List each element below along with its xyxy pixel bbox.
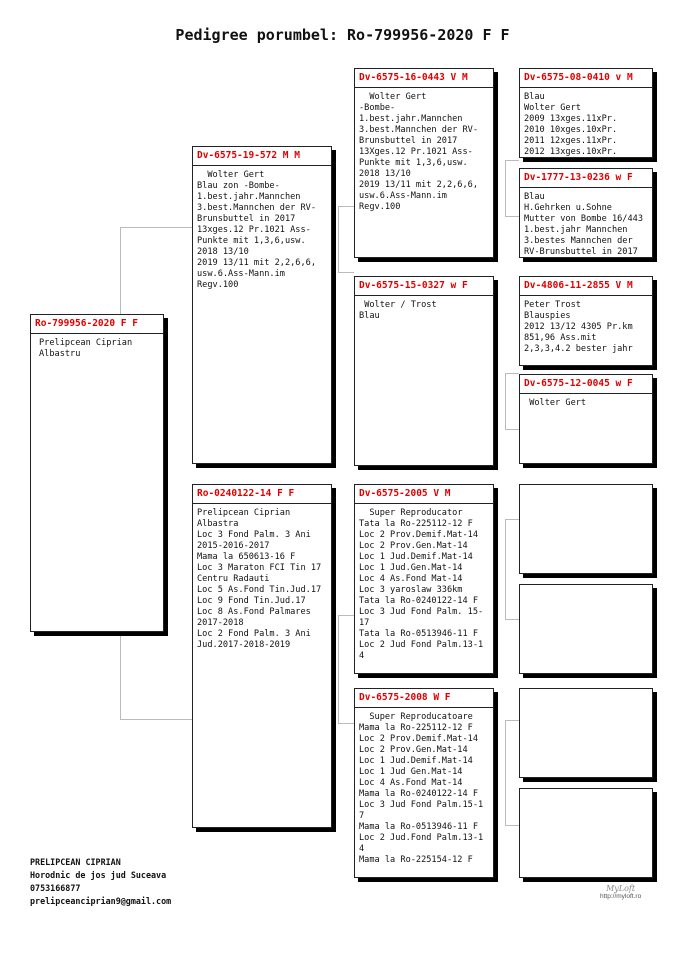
connector-line bbox=[338, 615, 339, 723]
sire-dam-ring: Dv-6575-15-0327 w F bbox=[355, 277, 493, 296]
owner-phone: 0753166877 bbox=[30, 883, 81, 893]
great-grandparent-details: Peter Trost Blauspies 2012 13/12 4305 Pr.km 851,96 Ass.mit 2,3,3,4.2 bester jahr bbox=[524, 300, 633, 354]
great-grandparent-card[interactable] bbox=[519, 374, 653, 464]
great-grandparent-ring: Dv-1777-13-0236 w F bbox=[520, 169, 652, 188]
sire-details: Wolter Gert Blau zon -Bombe- 1.best.jahr.Mannchen 3.best.Mannchen der RV- Brunsbuttel in 2017 13xges.12 Pr.1021 Ass- Punkte mit 1,3,6,usw. 2018 13/10 2019 13/11 mit 2,2,6,6, usw.6.Ass-Mann.im Regv.100 bbox=[197, 170, 316, 290]
empty-card[interactable] bbox=[519, 688, 653, 778]
connector-line bbox=[120, 227, 192, 228]
empty-card[interactable] bbox=[519, 584, 653, 674]
myloft-logo[interactable] bbox=[600, 884, 641, 900]
owner-email: prelipceanciprian9@gmail.com bbox=[30, 896, 172, 906]
connector-line bbox=[505, 373, 506, 429]
connector-line bbox=[338, 206, 339, 272]
logo-url: http://myloft.ro bbox=[600, 893, 642, 900]
sire-dam-details: Wolter / Trost Blau bbox=[359, 300, 437, 321]
great-grandparent-details: Wolter Gert bbox=[524, 398, 587, 408]
great-grandparent-details: Blau Wolter Gert 2009 13xges.11xPr. 2010 10xges.10xPr. 2011 12xges.11xPr. 2012 13xges.10xPr. bbox=[524, 92, 618, 157]
logo-signature: MyLoft bbox=[606, 884, 636, 893]
owner-name: PRELIPCEAN CIPRIAN bbox=[30, 857, 121, 867]
owner-contact bbox=[30, 856, 171, 908]
dam-dam-ring: Dv-6575-2008 W F bbox=[355, 689, 493, 708]
dam-sire-details: Super Reproducator Tata la Ro-225112-12 F Loc 2 Prov.Demif.Mat-14 Loc 2 Prov.Gen.Mat-14 Loc 1 Jud.Demif.Mat-14 Loc 1 Jud.Gen.Mat-14 Loc 4 As.Fond Mat-14 Loc 3 yaroslaw 336km Tata la Ro-0240122-14 F Loc 3 Jud Fond Palm. 15- 17 Tata la Ro-0513946-11 F Loc 2 Jud Fond Palm.13-1 4 bbox=[359, 508, 484, 661]
connector-line bbox=[505, 160, 506, 216]
subject-details: Prelipcean Ciprian Albastru bbox=[39, 338, 133, 359]
connector-line bbox=[338, 723, 354, 724]
connector-line bbox=[338, 272, 354, 273]
connector-line bbox=[505, 429, 519, 430]
page-title: Pedigree porumbel: Ro-799956-2020 F F bbox=[175, 26, 510, 44]
great-grandparent-card[interactable] bbox=[519, 168, 653, 258]
sire-dam-card[interactable] bbox=[354, 276, 494, 466]
connector-line bbox=[338, 206, 354, 207]
dam-sire-card[interactable] bbox=[354, 484, 494, 674]
sire-sire-ring: Dv-6575-16-0443 V M bbox=[355, 69, 493, 88]
empty-card[interactable] bbox=[519, 484, 653, 574]
connector-line bbox=[505, 720, 506, 825]
empty-card[interactable] bbox=[519, 788, 653, 878]
connector-line bbox=[505, 720, 519, 721]
dam-ring: Ro-0240122-14 F F bbox=[193, 485, 331, 504]
dam-card[interactable] bbox=[192, 484, 332, 828]
connector-line bbox=[505, 825, 519, 826]
subject-ring: Ro-799956-2020 F F bbox=[31, 315, 163, 334]
subject-card[interactable] bbox=[30, 314, 164, 632]
great-grandparent-ring: Dv-6575-08-0410 v M bbox=[520, 69, 652, 88]
great-grandparent-card[interactable] bbox=[519, 276, 653, 366]
connector-line bbox=[338, 615, 354, 616]
dam-dam-card[interactable] bbox=[354, 688, 494, 878]
connector-line bbox=[505, 519, 506, 619]
sire-ring: Dv-6575-19-572 M M bbox=[193, 147, 331, 166]
connector-line bbox=[505, 619, 519, 620]
sire-card[interactable] bbox=[192, 146, 332, 464]
connector-line bbox=[120, 719, 192, 720]
dam-details: Prelipcean Ciprian Albastra Loc 3 Fond Palm. 3 Ani 2015-2016-2017 Mama la 650613-16 F Loc 3 Maraton FCI Tin 17 Centru Radauti Loc 5 As.Fond Tin.Jud.17 Loc 9 Fond Tin.Jud.17 Loc 8 As.Fond Palmares 2017-2018 Loc 2 Fond Palm. 3 Ani Jud.2017-2018-2019 bbox=[197, 508, 322, 650]
sire-sire-card[interactable] bbox=[354, 68, 494, 258]
owner-address: Horodnic de jos jud Suceava bbox=[30, 870, 167, 880]
connector-line bbox=[505, 373, 519, 374]
connector-line bbox=[505, 216, 519, 217]
connector-line bbox=[505, 160, 519, 161]
great-grandparent-ring: Dv-4806-11-2855 V M bbox=[520, 277, 652, 296]
dam-dam-details: Super Reproducatoare Mama la Ro-225112-12 F Loc 2 Prov.Demif.Mat-14 Loc 2 Prov.Gen.Mat-14 Loc 1 Jud.Demif.Mat-14 Loc 1 Jud Gen.Mat-14 Loc 4 As.Fond Mat-14 Mama la Ro-0240122-14 F Loc 3 Jud Fond Palm.15-1 7 Mama la Ro-0513946-11 F Loc 2 Jud.Fond Palm.13-1 4 Mama la Ro-225154-12 F bbox=[359, 712, 484, 865]
great-grandparent-details: Blau H.Gehrken u.Sohne Mutter von Bombe 16/443 1.best.jahr Mannchen 3.bestes Mannchen der RV-Brunsbuttel in 2017 bbox=[524, 192, 643, 257]
great-grandparent-card[interactable] bbox=[519, 68, 653, 158]
dam-sire-ring: Dv-6575-2005 V M bbox=[355, 485, 493, 504]
great-grandparent-ring: Dv-6575-12-0045 w F bbox=[520, 375, 652, 394]
connector-line bbox=[505, 519, 519, 520]
sire-sire-details: Wolter Gert -Bombe- 1.best.jahr.Mannchen 3.best.Mannchen der RV- Brunsbuttel in 2017 13Xges.12 Pr.1021 Ass- Punkte mit 1,3,6,usw. 2018 13/10 2019 13/11 mit 2,2,6,6, usw.6.Ass-Mann.im Regv.100 bbox=[359, 92, 478, 212]
